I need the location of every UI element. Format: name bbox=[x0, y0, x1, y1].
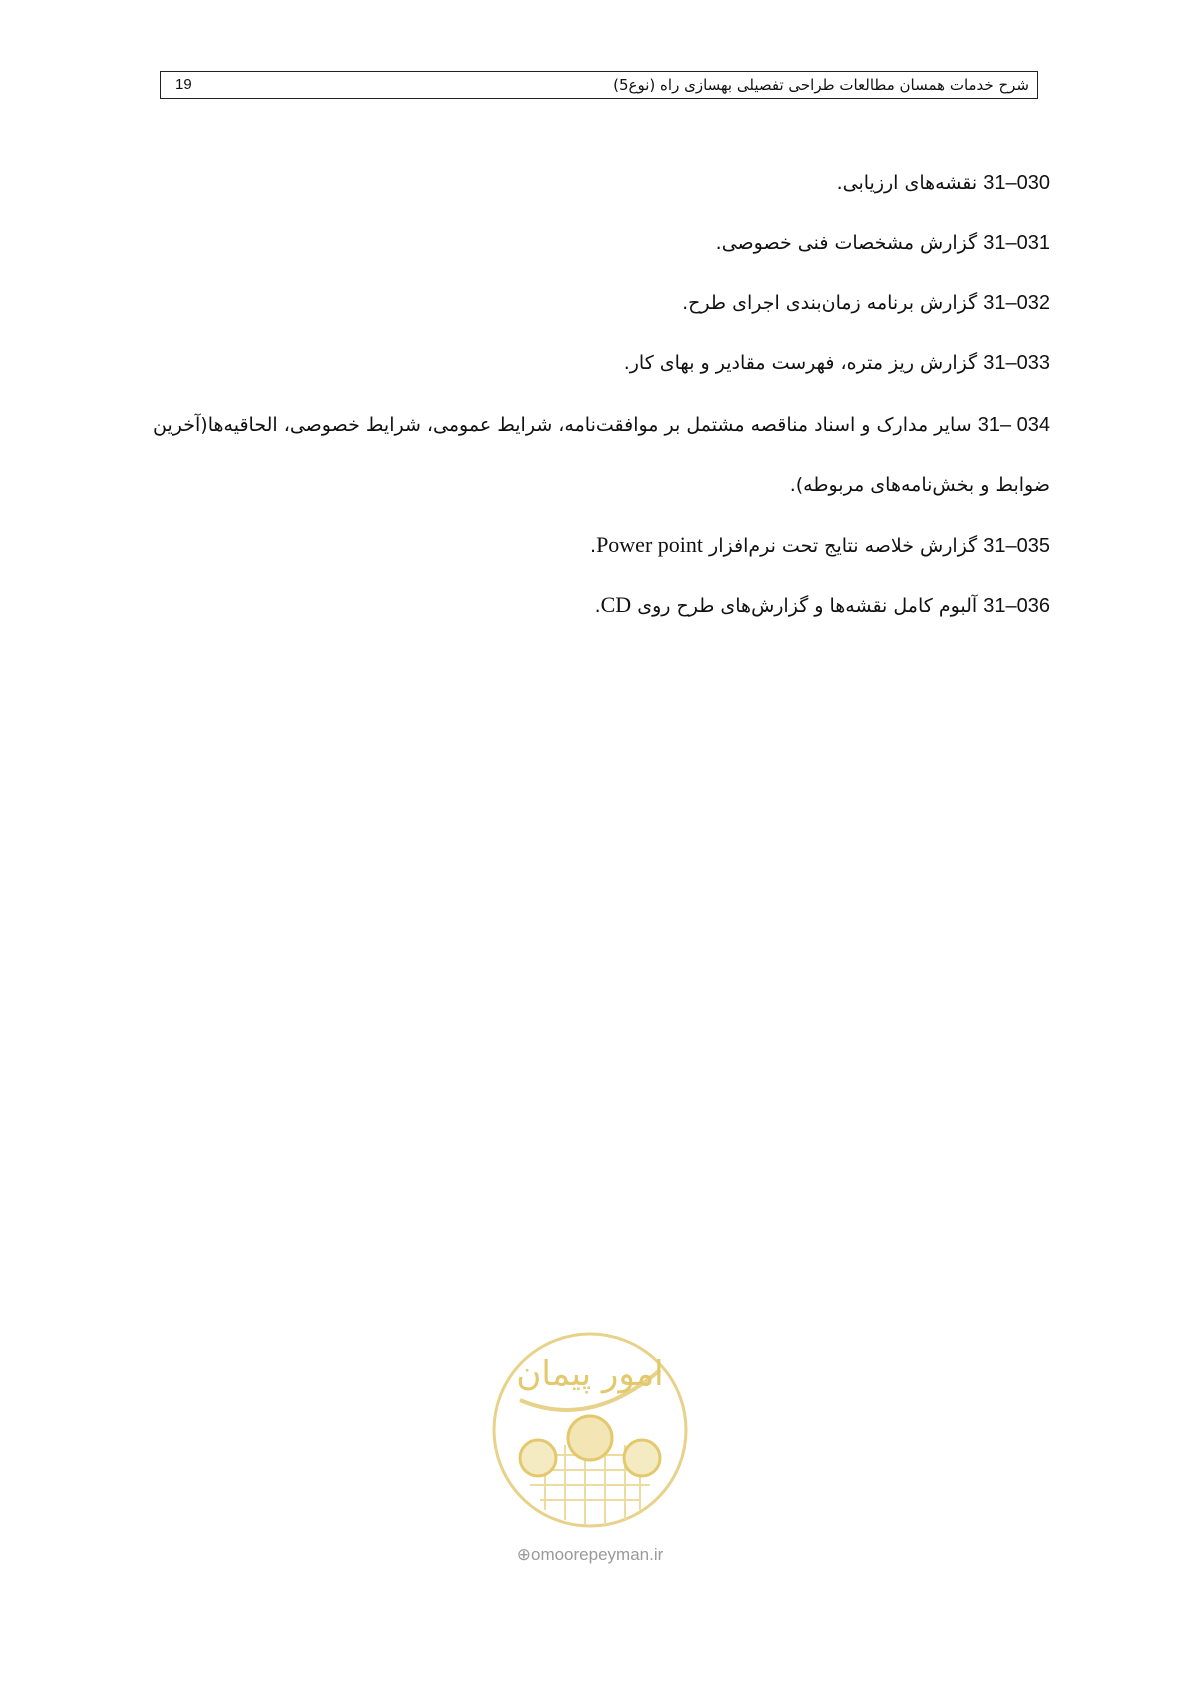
list-item bbox=[716, 228, 1050, 258]
item-code: 31–033 bbox=[983, 352, 1050, 374]
item-latin-term: CD bbox=[600, 592, 632, 617]
item-text: گزارش برنامه زمان‌بندی اجرای طرح. bbox=[682, 292, 984, 314]
item-code: 31–032 bbox=[983, 292, 1050, 314]
list-item bbox=[595, 590, 1050, 621]
globe-icon: ⊕ bbox=[516, 1545, 531, 1564]
item-text: سایر مدارک و اسناد مناقصه مشتمل بر موافقت‌نامه، شرایط عمومی، شرایط خصوصی، الحاقیه‌ها(آخرین bbox=[153, 414, 978, 436]
watermark-logo bbox=[490, 1330, 690, 1530]
header-title: شرح خدمات همسان مطالعات طراحی تفصیلی بهسازی راه (نوع5) bbox=[613, 76, 1029, 94]
watermark-caption-text: omoorepeyman.ir bbox=[530, 1545, 664, 1564]
item-text: گزارش خلاصه نتایج تحت نرم‌افزار bbox=[703, 535, 984, 557]
item-text: نقشه‌های ارزیابی. bbox=[836, 172, 984, 194]
item-tail: . bbox=[594, 595, 601, 617]
list-item bbox=[624, 348, 1050, 378]
list-item bbox=[682, 288, 1050, 318]
item-text: گزارش ریز متره، فهرست مقادیر و بهای کار. bbox=[623, 352, 984, 374]
watermark-logo-text: امور پیمان bbox=[516, 1354, 664, 1394]
page-header bbox=[160, 71, 1038, 99]
item-text: آلبوم کامل نقشه‌ها و گزارش‌های طرح روی bbox=[631, 595, 984, 617]
item-code: 31– 034 bbox=[977, 414, 1050, 436]
item-tail: . bbox=[590, 535, 597, 557]
item-latin-term: Power point bbox=[596, 532, 704, 557]
watermark-caption bbox=[490, 1545, 690, 1565]
list-item bbox=[153, 410, 1050, 440]
list-item bbox=[590, 530, 1050, 561]
page-number: 19 bbox=[175, 76, 192, 93]
item-text: ضوابط و بخش‌نامه‌های مربوطه). bbox=[789, 474, 1050, 496]
list-item bbox=[837, 168, 1050, 198]
item-code: 31–035 bbox=[983, 535, 1050, 557]
item-text: گزارش مشخصات فنی خصوصی. bbox=[715, 232, 984, 254]
item-code: 31–031 bbox=[983, 232, 1050, 254]
item-code: 31–030 bbox=[983, 172, 1050, 194]
list-item-continuation bbox=[790, 470, 1050, 500]
item-code: 31–036 bbox=[983, 595, 1050, 617]
